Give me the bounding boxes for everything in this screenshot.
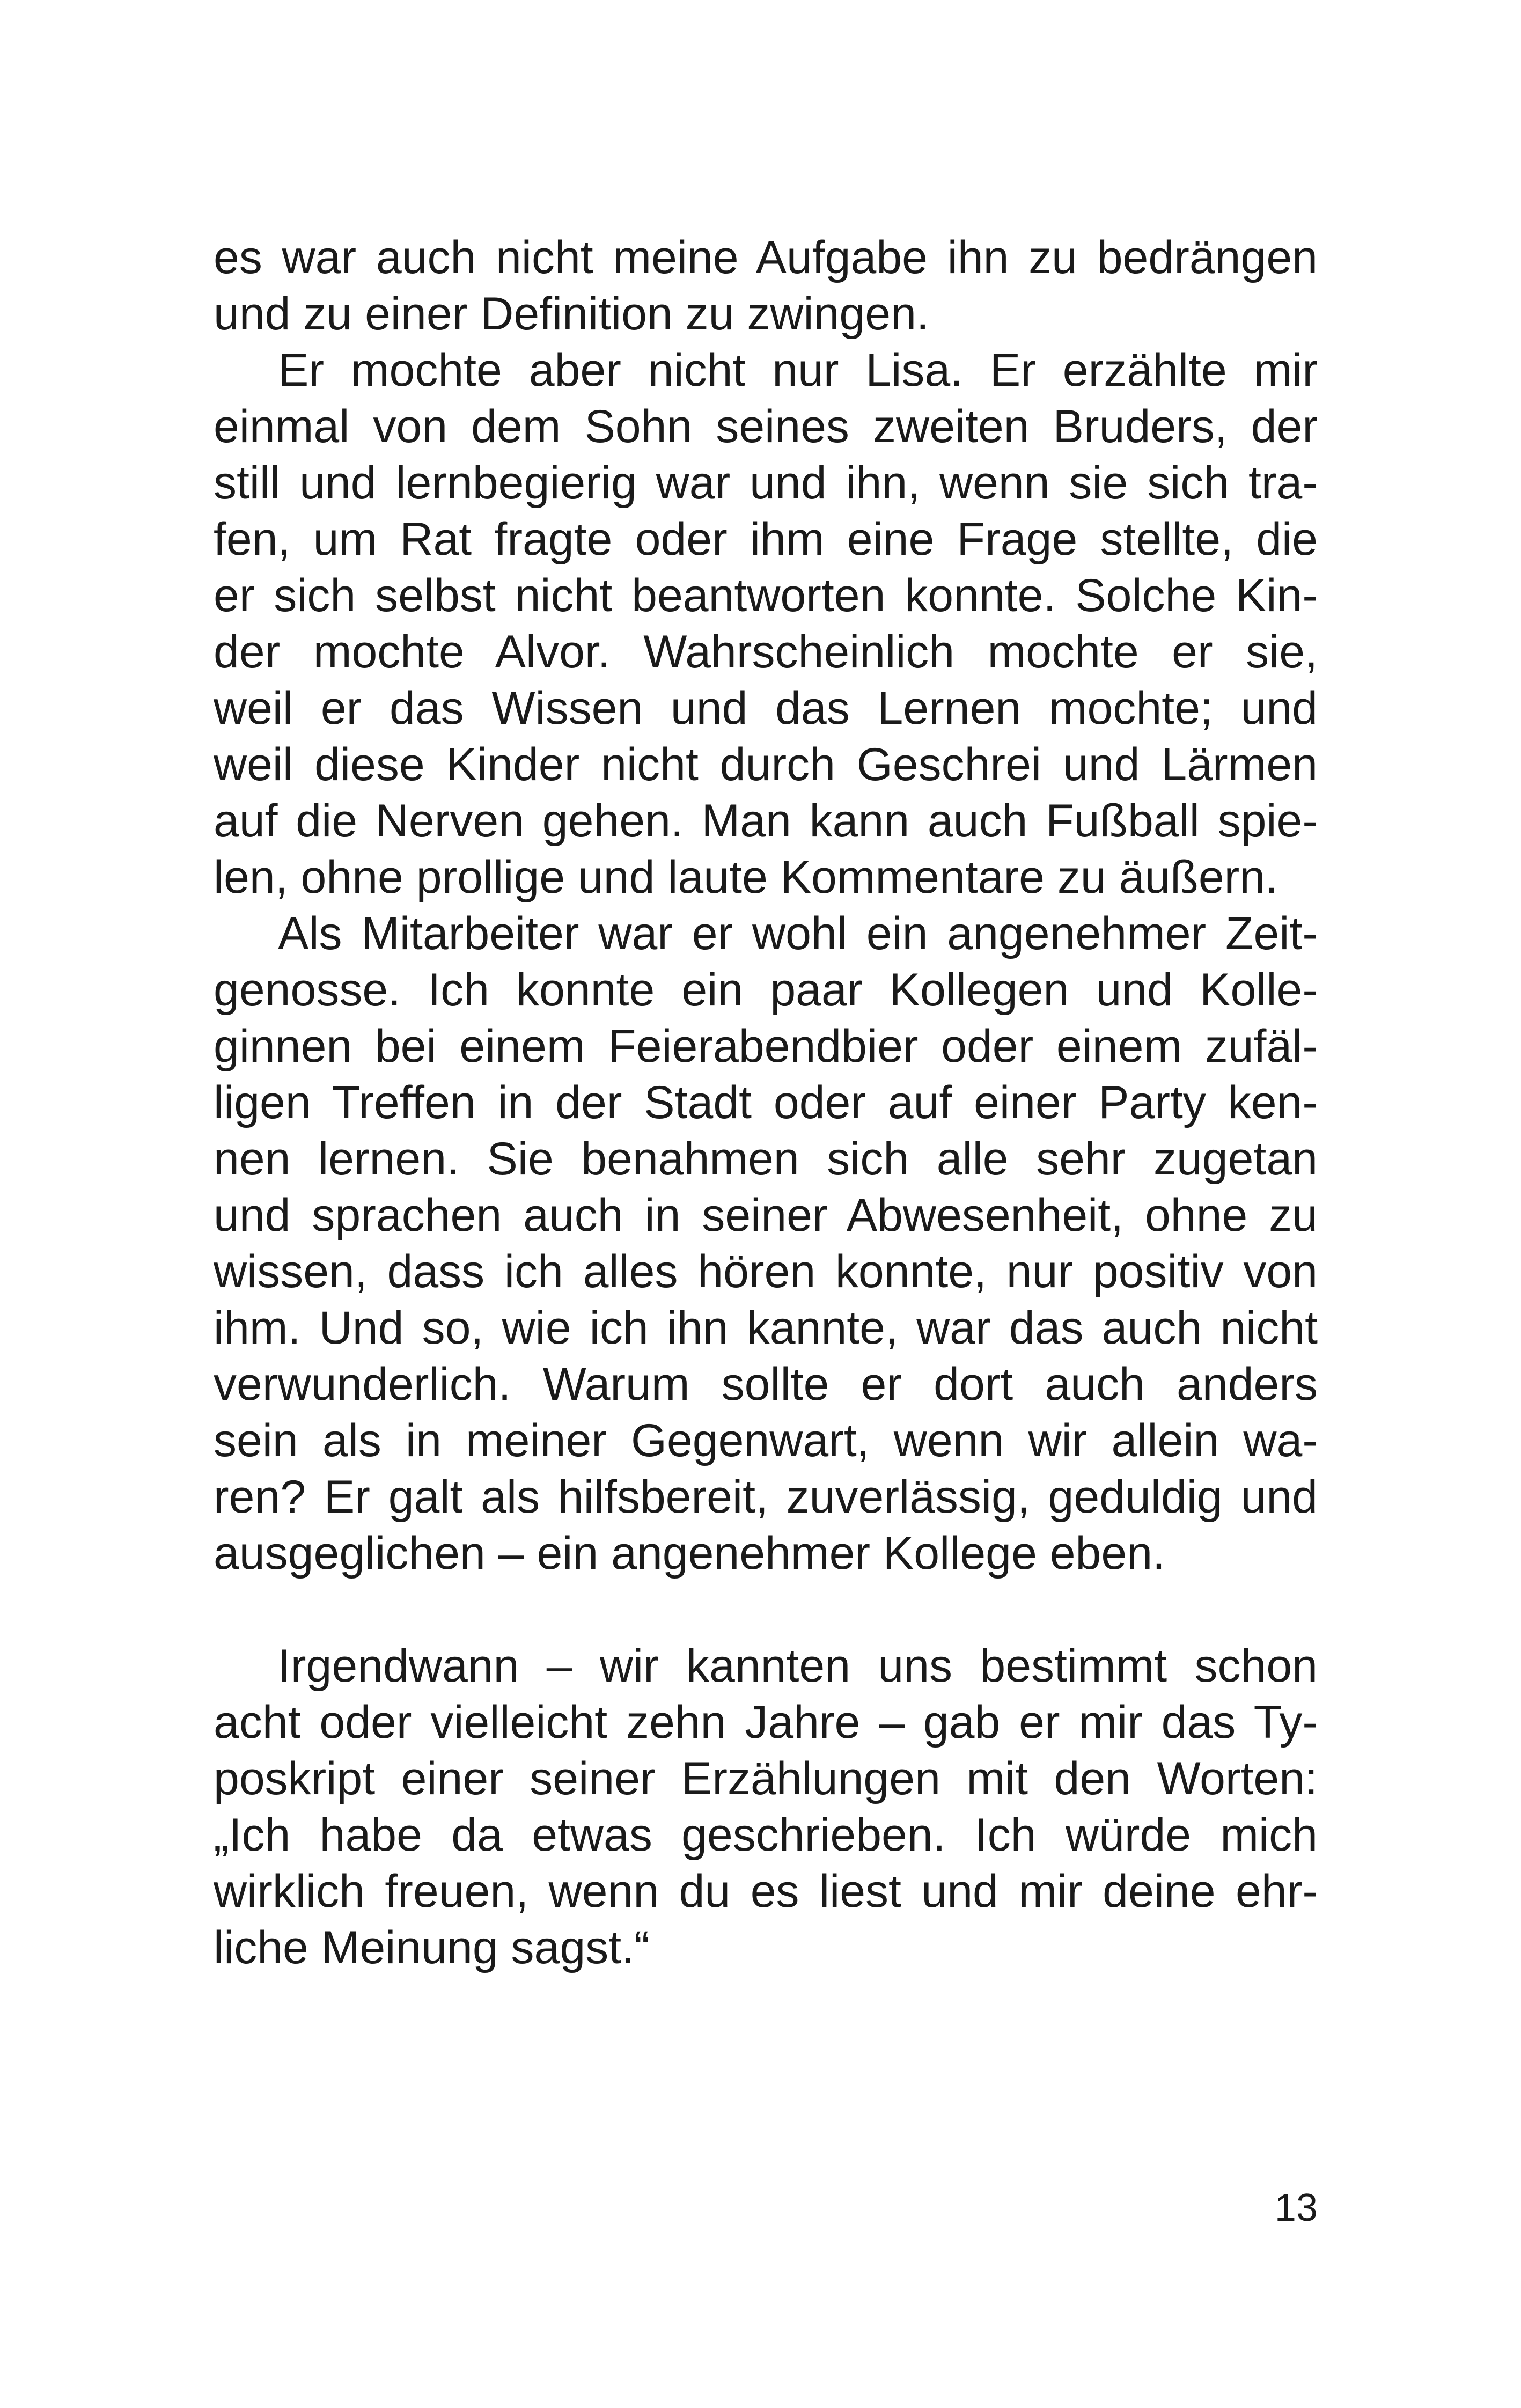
text-line: „Ich habe da etwas geschrieben. Ich würde mich xyxy=(214,1809,1318,1861)
text-line: weil diese Kinder nicht durch Geschrei und Lärmen xyxy=(214,739,1318,790)
text-line: ligen Treffen in der Stadt oder auf einer Party ken- xyxy=(214,1077,1318,1128)
text-line: auf die Nerven gehen. Man kann auch Fußball spie- xyxy=(214,795,1318,847)
text-line: der mochte Alvor. Wahrscheinlich mochte er sie, xyxy=(214,626,1318,678)
text-line: nen lernen. Sie benahmen sich alle sehr zugetan xyxy=(214,1133,1318,1185)
text-line: liche Meinung sagst.“ xyxy=(214,1922,650,1973)
text-line: Er mochte aber nicht nur Lisa. Er erzählte mir xyxy=(278,344,1318,396)
text-line: fen, um Rat fragte oder ihm eine Frage stellte, die xyxy=(214,513,1318,565)
text-line: verwunderlich. Warum sollte er dort auch anders xyxy=(214,1359,1318,1410)
text-line: und zu einer Definition zu zwingen. xyxy=(214,288,929,340)
text-line: genosse. Ich konnte ein paar Kollegen und Kolle- xyxy=(214,964,1318,1016)
text-line: und sprachen auch in seiner Abwesenheit, ohne zu xyxy=(214,1190,1318,1241)
text-line: ren? Er galt als hilfsbereit, zuverlässig, geduldig und xyxy=(214,1471,1318,1523)
text-line: ginnen bei einem Feierabendbier oder einem zufäl- xyxy=(214,1021,1318,1072)
text-line: ausgeglichen – ein angenehmer Kollege eben. xyxy=(214,1528,1165,1579)
text-line: weil er das Wissen und das Lernen mochte; und xyxy=(214,682,1318,734)
text-line: wirklich freuen, wenn du es liest und mir deine ehr- xyxy=(214,1866,1318,1917)
paragraph-1 xyxy=(214,230,1318,342)
body-text xyxy=(214,230,1318,1976)
text-line: er sich selbst nicht beantworten konnte. Solche Kin- xyxy=(214,570,1318,621)
text-line: wissen, dass ich alles hören konnte, nur positiv von xyxy=(214,1246,1318,1297)
paragraph-2 xyxy=(214,342,1318,906)
text-line: acht oder vielleicht zehn Jahre – gab er mir das Ty- xyxy=(214,1697,1318,1748)
text-line: Als Mitarbeiter war er wohl ein angenehmer Zeit- xyxy=(278,908,1318,959)
text-line: sein als in meiner Gegenwart, wenn wir allein wa- xyxy=(214,1415,1318,1466)
text-line: einmal von dem Sohn seines zweiten Bruders, der xyxy=(214,401,1318,452)
text-line: len, ohne prollige und laute Kommentare zu äußern. xyxy=(214,851,1278,903)
text-line: poskript einer seiner Erzählungen mit den Worten: xyxy=(214,1753,1318,1804)
text-line: still und lernbegierig war und ihn, wenn sie sich tra- xyxy=(214,457,1318,509)
paragraph-3 xyxy=(214,906,1318,1582)
page-number: 13 xyxy=(1274,2186,1318,2229)
paragraph-4 xyxy=(214,1638,1318,1976)
text-line: Irgendwann – wir kannten uns bestimmt schon xyxy=(278,1640,1318,1692)
text-line: es war auch nicht meine Aufgabe ihn zu bedrängen xyxy=(214,232,1318,283)
text-line: ihm. Und so, wie ich ihn kannte, war das auch nicht xyxy=(214,1302,1318,1354)
